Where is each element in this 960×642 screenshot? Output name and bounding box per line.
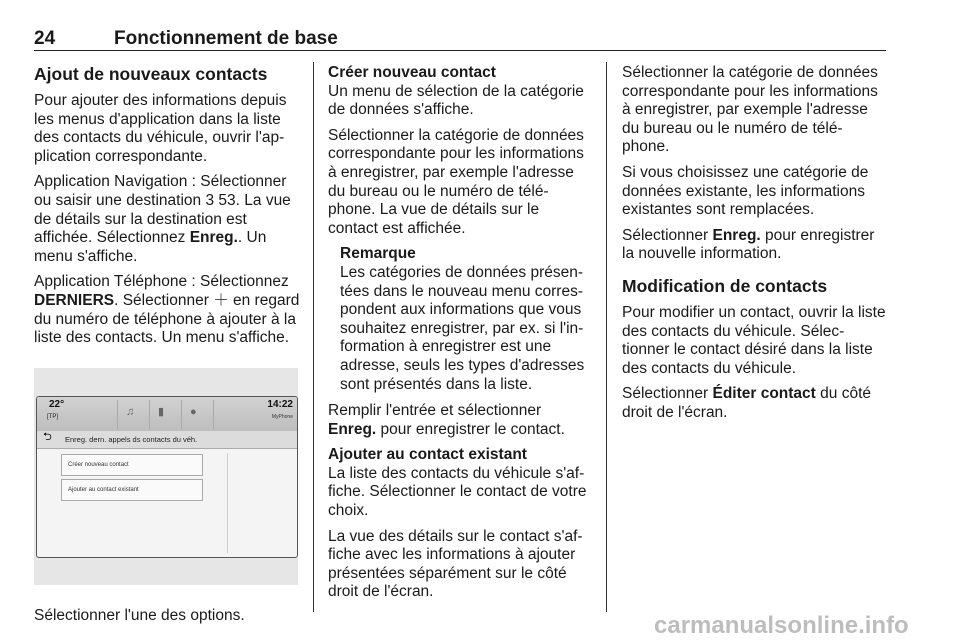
page-number: 24 [34, 28, 56, 49]
title-bar [37, 431, 297, 449]
column-1 [34, 64, 300, 632]
note-title: Remarque [340, 245, 416, 263]
note-box [340, 245, 592, 394]
section-heading-modify-contacts: Modification de contacts [622, 275, 828, 296]
app-icon: ● [190, 405, 197, 418]
music-icon: ♫ [126, 405, 135, 418]
screenshot-figure [34, 368, 298, 585]
page-header [34, 28, 886, 51]
page-title: Fonctionnement de base [114, 28, 338, 49]
paragraph: Sélectionner Enreg. pour enregistrer la nouvelle information. [622, 226, 875, 263]
tab-empty[interactable] [213, 400, 244, 429]
column-divider [606, 62, 607, 612]
paragraph: Pour modifier un contact, ouvrir la liste des contacts du véhicule. Sélec-tionner le contact désiré dans la liste des contacts du véhicule. [622, 303, 886, 377]
paragraph: Sélectionner la catégorie de données correspondante pour les informations à enregistrer, par exemple l'adresse du bureau ou le numéro de télé-phone. [622, 64, 878, 156]
phone-icon: ▮ [158, 405, 165, 418]
device-name: MyPhone [271, 413, 293, 420]
paragraph: La vue des détails sur le contact s'af-fiche avec les informations à ajouter présentées séparément sur le côté droit de l'écran. [328, 527, 583, 601]
paragraph: Sélectionner l'une des options. [34, 606, 245, 624]
tab-audio[interactable] [117, 400, 148, 429]
menu-item-add-existing[interactable]: Ajouter au contact existant [61, 479, 203, 501]
column-3 [622, 64, 888, 430]
clock: 14:22 [267, 398, 293, 410]
watermark: carmanualsonline.info [654, 612, 909, 639]
paragraph-navigation: Application Navigation : Sélectionner ou saisir une destination 3 53. La vue de détails sur la destination est affichée. Sélectionnez Enreg.. Un menu s'affiche. [34, 173, 291, 265]
temperature: 22° [49, 398, 65, 410]
divider [227, 453, 228, 553]
section-heading-add-contacts: Ajout de nouveaux contacts [34, 64, 268, 84]
paragraph: Pour ajouter des informations depuis les menus d'application dans la liste des contacts du véhicule, ouvrir l'ap-plication correspondante. [34, 92, 287, 165]
paragraph: Sélectionner Éditer contact du côté droit de l'écran. [622, 385, 871, 421]
status-bar [37, 397, 297, 431]
paragraph: La liste des contacts du véhicule s'af-fiche. Sélectionner le contact de votre choix. [328, 464, 587, 520]
tp-indicator: [TP] [47, 413, 59, 420]
page-reference: 3 53 [201, 191, 236, 209]
subheading-add-existing: Ajouter au contact existant [328, 446, 527, 464]
back-arrow-icon[interactable]: ⮌ [43, 430, 52, 443]
subheading-create-contact: Créer nouveau contact [328, 64, 496, 81]
screen-title: Enreg. dern. appels ds contacts du véh. [65, 434, 198, 444]
paragraph-telephone: Application Téléphone : Sélectionnez DERNIERS. Sélectionner ＋ en regard du numéro de téléphone à ajouter à la liste des contacts. Un menu s'affiche. [34, 273, 300, 347]
column-2 [328, 64, 592, 609]
column-divider [313, 62, 314, 612]
tab-app[interactable] [181, 400, 212, 429]
menu-item-create-contact[interactable]: Créer nouveau contact [61, 454, 203, 476]
paragraph: Si vous choisissez une catégorie de données existante, les informations existantes sont remplacées. [622, 163, 869, 219]
note-text: Les catégories de données présen-tées dans le nouveau menu corres-pondent aux informations que vous souhaitez enregistrer, par ex. si l'in-formation à enregistrer est une adresse, seuls les types d'adresses sont présentés dans la liste. [340, 263, 585, 393]
paragraph: Remplir l'entrée et sélectionner Enreg. pour enregistrer le contact. [328, 402, 565, 438]
infotainment-screen [36, 396, 298, 558]
tab-phone[interactable] [149, 400, 180, 429]
paragraph: Un menu de sélection de la catégorie de données s'affiche. [328, 82, 584, 119]
paragraph: Sélectionner la catégorie de données correspondante pour les informations à enregistrer, par exemple l'adresse du bureau ou le numéro de télé-phone. La vue de détails sur le contact est affichée. [328, 126, 584, 237]
